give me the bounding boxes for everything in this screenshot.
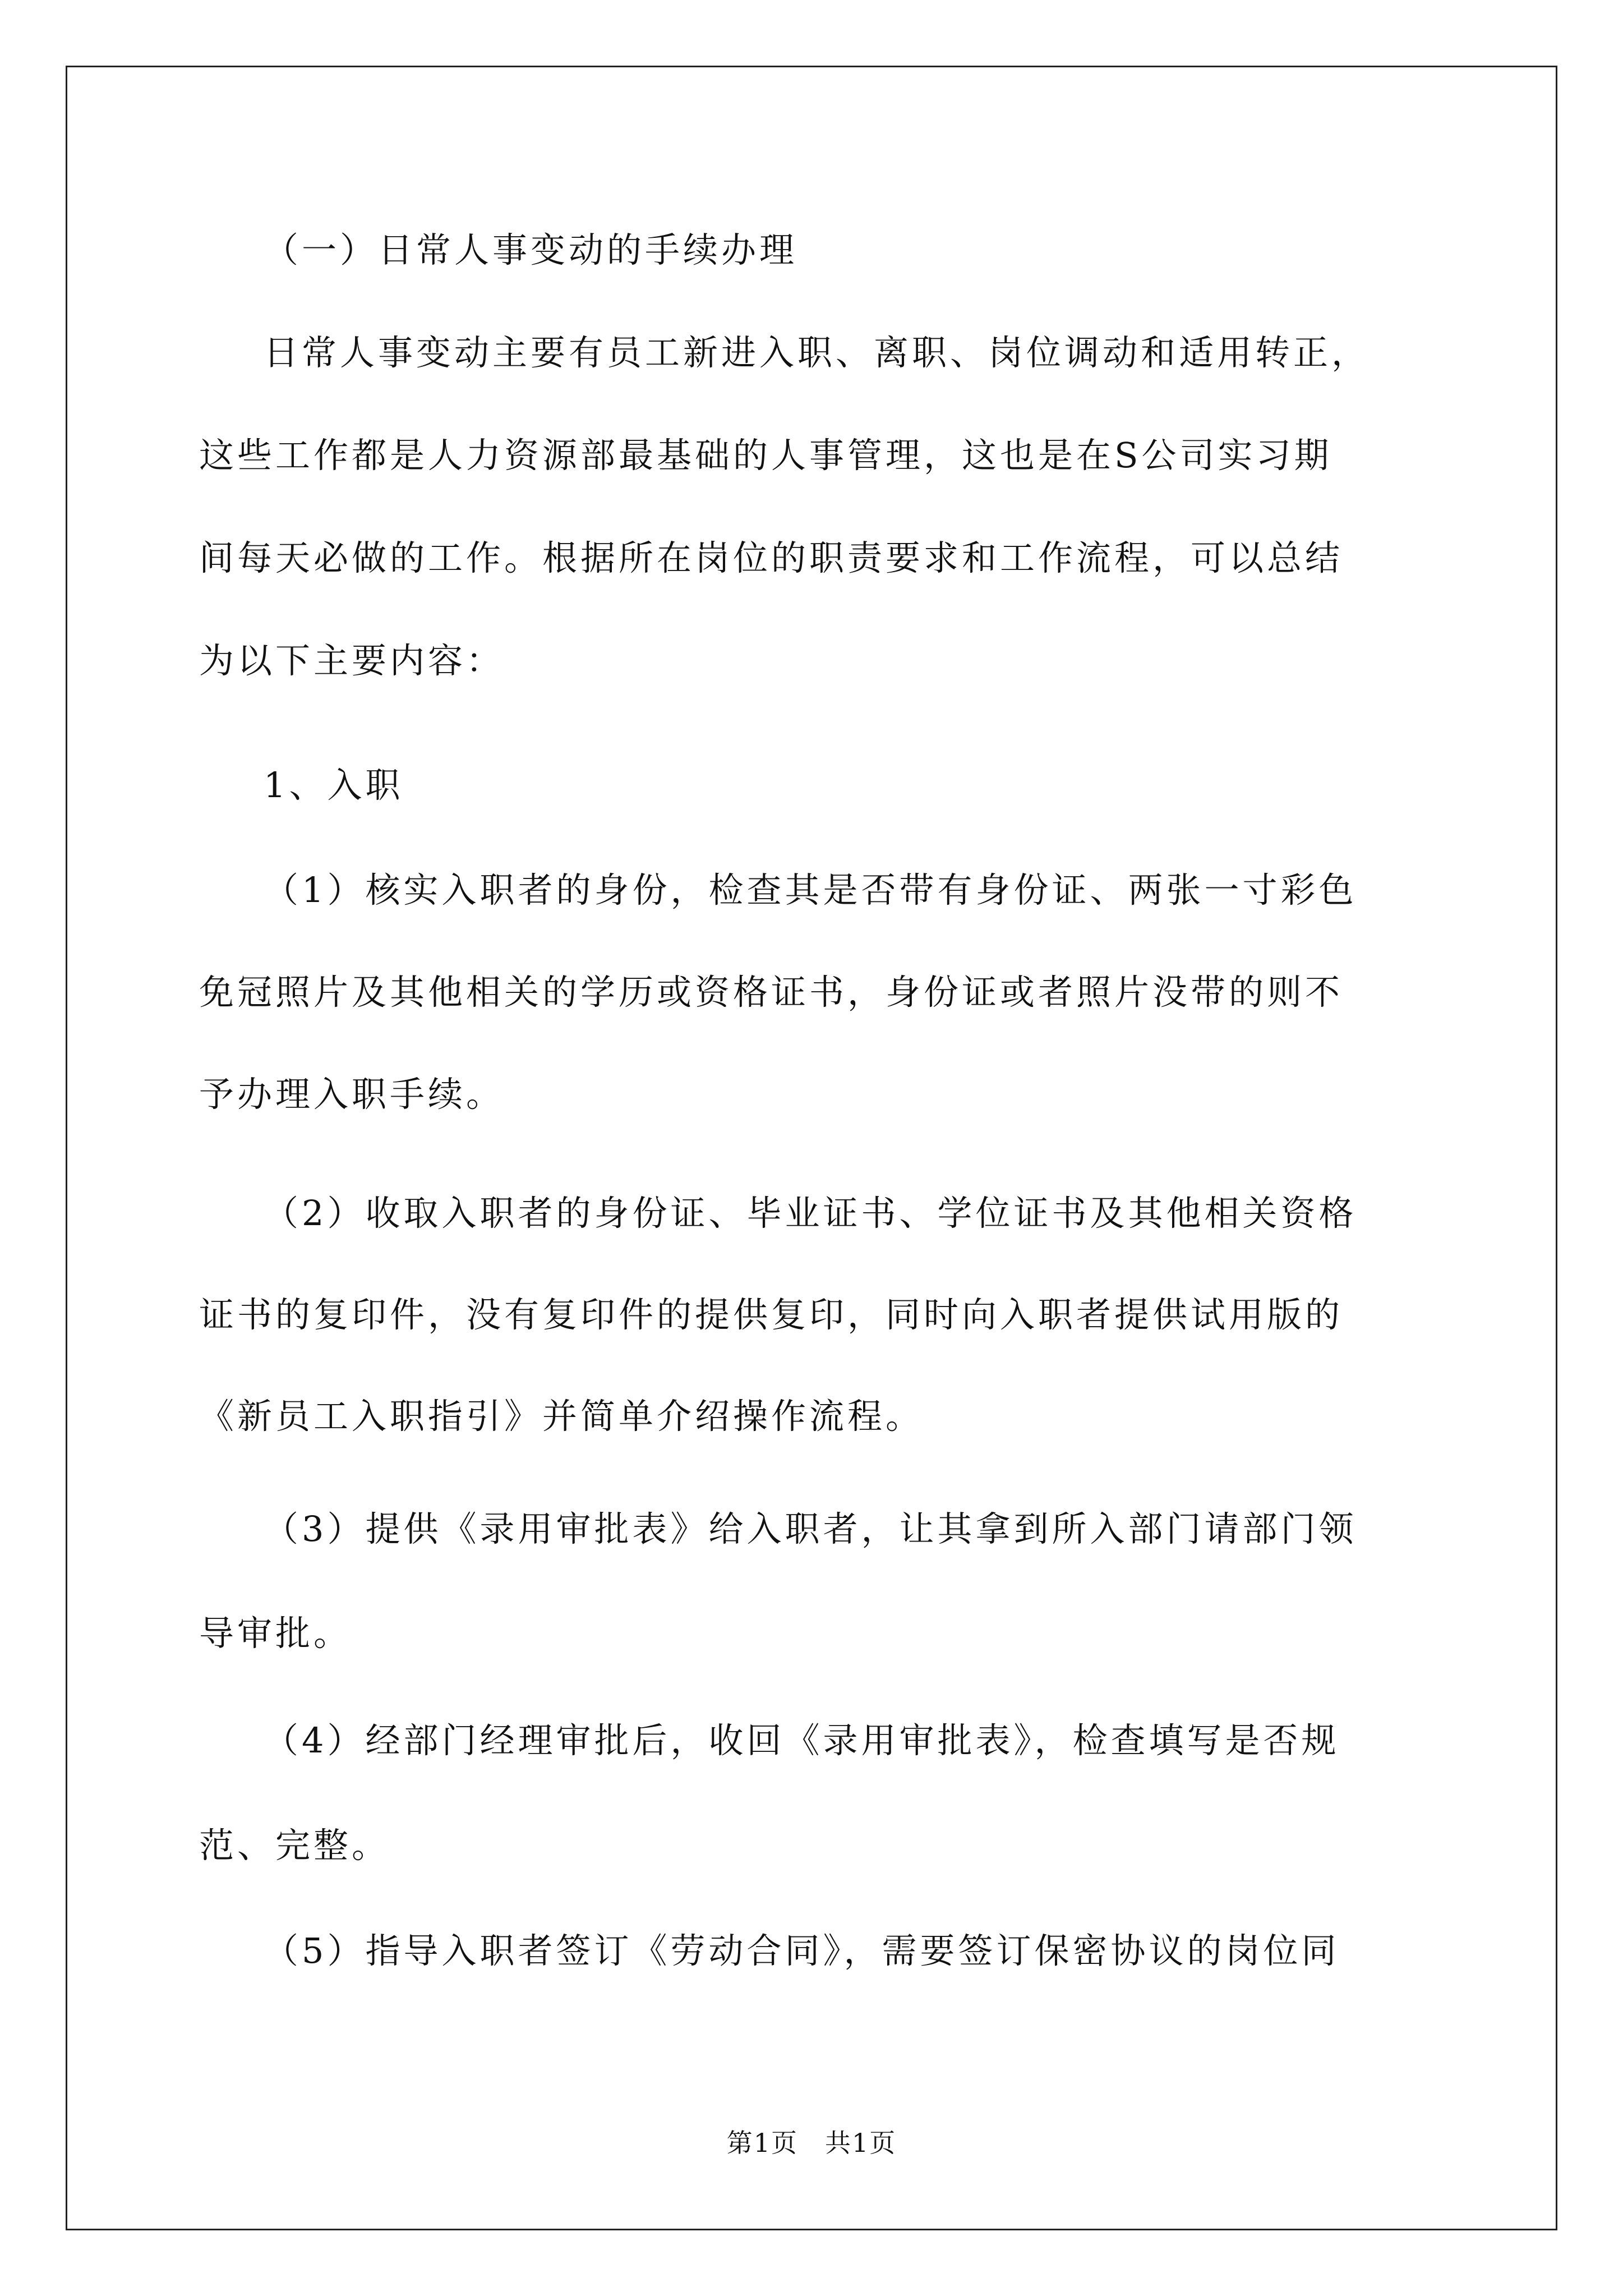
list-item-line: （4）经部门经理审批后，收回《录用审批表》，检查填写是否规: [264, 1720, 1340, 1761]
paragraph-line: 间每天必做的工作。根据所在岗位的职责要求和工作流程，可以总结: [199, 537, 1344, 578]
list-item-line: 范、完整。: [199, 1825, 390, 1866]
list-item-line: （2）收取入职者的身份证、毕业证书、学位证书及其他相关资格: [264, 1193, 1357, 1234]
subsection-heading: 1、入职: [264, 765, 404, 806]
list-item-line: 证书的复印件，没有复印件的提供复印，同时向入职者提供试用版的: [199, 1294, 1344, 1335]
paragraph-line: 这些工作都是人力资源部最基础的人事管理，这也是在S公司实习期: [199, 435, 1332, 476]
list-item-line: （5）指导入职者签订《劳动合同》，需要签订保密协议的岗位同: [264, 1930, 1340, 1971]
list-item-line: 导审批。: [199, 1613, 352, 1654]
list-item-line: 免冠照片及其他相关的学历或资格证书，身份证或者照片没带的则不: [199, 972, 1344, 1013]
page-number-footer: 第1页 共1页: [726, 2128, 897, 2158]
page-border: [66, 66, 1557, 2230]
list-item-line: 予办理入职手续。: [199, 1074, 505, 1115]
list-item-line: （1）核实入职者的身份，检查其是否带有身份证、两张一寸彩色: [264, 869, 1357, 910]
paragraph-line: 日常人事变动主要有员工新进入职、离职、岗位调动和适用转正，: [264, 332, 1370, 373]
section-heading: （一）日常人事变动的手续办理: [264, 229, 798, 270]
paragraph-line: 为以下主要内容：: [199, 640, 505, 681]
list-item-line: 《新员工入职指引》并简单介绍操作流程。: [199, 1396, 924, 1437]
list-item-line: （3）提供《录用审批表》给入职者，让其拿到所入部门请部门领: [264, 1508, 1357, 1549]
